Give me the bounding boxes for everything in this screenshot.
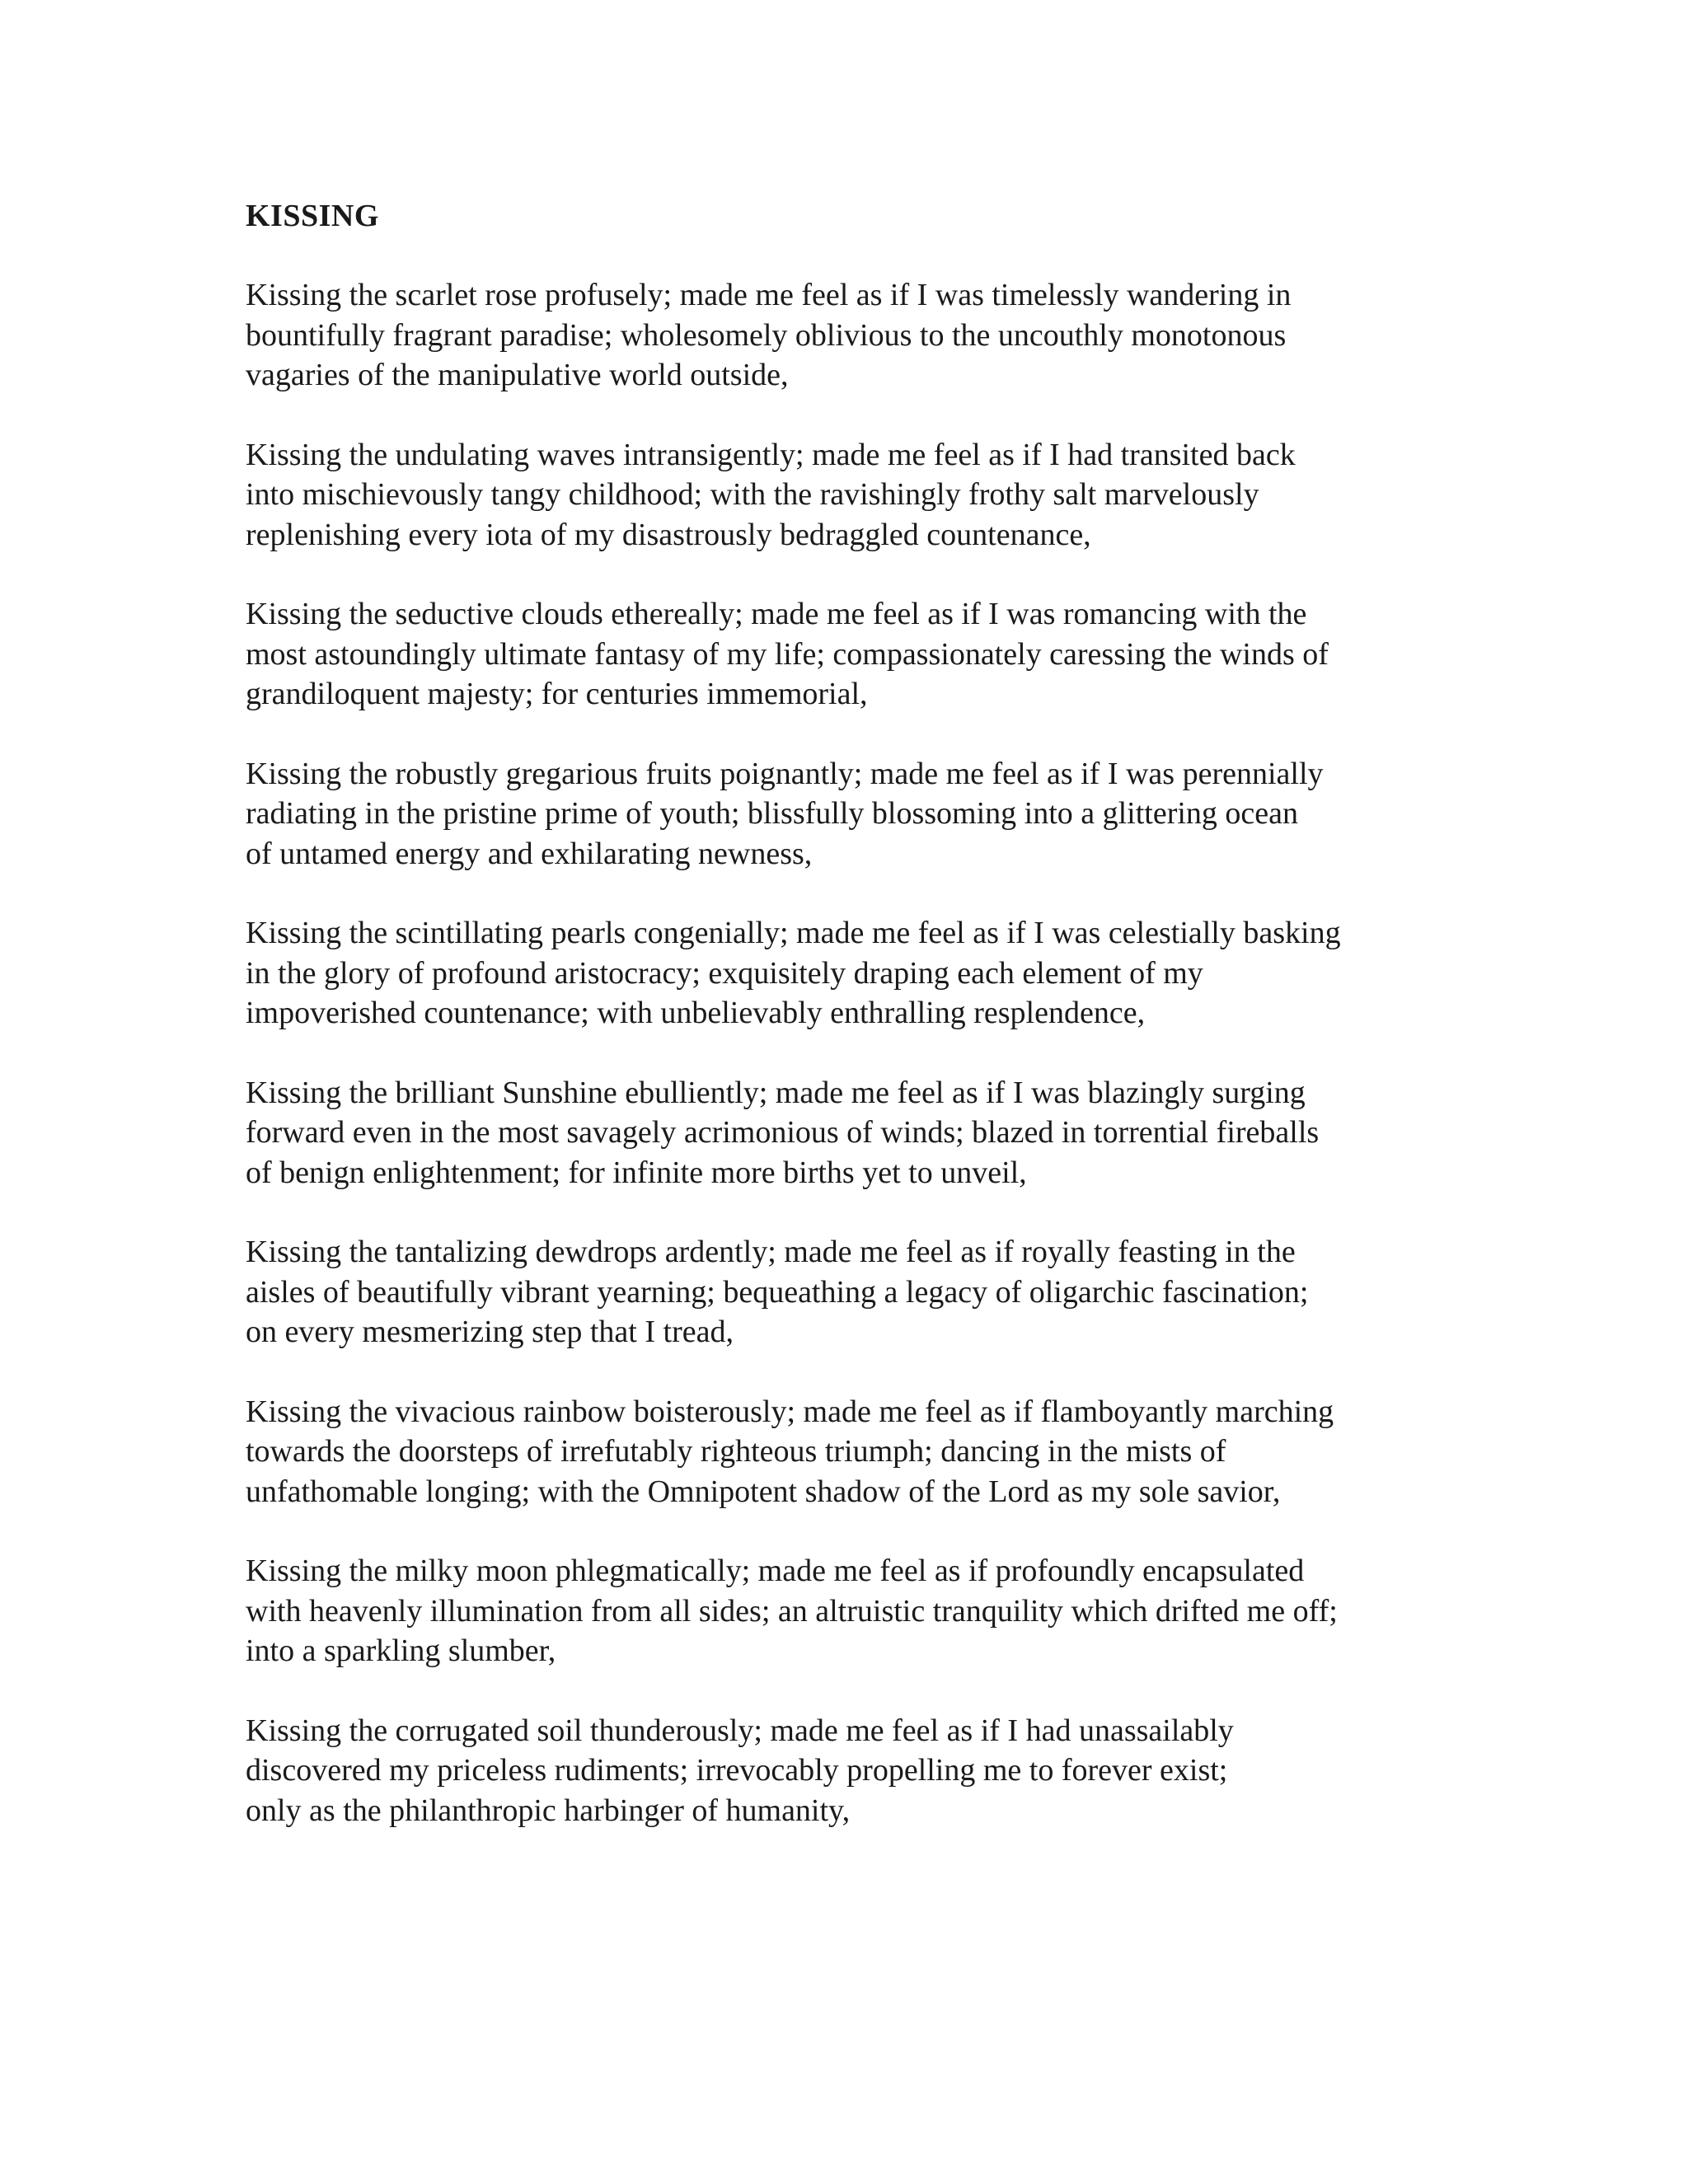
poem-line: Kissing the tantalizing dewdrops ardently; made me feel as if royally feasting in the	[246, 1235, 1296, 1269]
poem-line: Kissing the brilliant Sunshine ebulliently; made me feel as if I was blazingly surging	[246, 1075, 1306, 1110]
stanza	[246, 1551, 1465, 1671]
stanza	[246, 1073, 1465, 1193]
poem-line: Kissing the robustly gregarious fruits poignantly; made me feel as if I was perennially	[246, 756, 1324, 791]
poem-line: only as the philanthropic harbinger of humanity,	[246, 1793, 851, 1828]
poem-line: on every mesmerizing step that I tread,	[246, 1315, 734, 1349]
poem-line: Kissing the corrugated soil thunderously; made me feel as if I had unassailably	[246, 1713, 1234, 1748]
stanza	[246, 913, 1465, 1033]
poem-line: replenishing every iota of my disastrously bedraggled countenance,	[246, 517, 1091, 552]
stanza	[246, 594, 1465, 715]
poem-line: Kissing the seductive clouds ethereally; made me feel as if I was romancing with the	[246, 597, 1307, 631]
stanza	[246, 1392, 1465, 1512]
poem-line: unfathomable longing; with the Omnipotent shadow of the Lord as my sole savior,	[246, 1474, 1281, 1509]
poem-line: Kissing the undulating waves intransigently; made me feel as if I had transited back	[246, 437, 1296, 472]
poem-line: Kissing the vivacious rainbow boisterously; made me feel as if flamboyantly marching	[246, 1394, 1334, 1429]
stanza	[246, 275, 1465, 396]
poem-line: of benign enlightenment; for infinite more births yet to unveil,	[246, 1155, 1027, 1190]
poem-line: Kissing the scarlet rose profusely; made me feel as if I was timelessly wandering in	[246, 278, 1292, 312]
poem-line: discovered my priceless rudiments; irrevocably propelling me to forever exist;	[246, 1753, 1228, 1788]
poem-line: in the glory of profound aristocracy; exquisitely draping each element of my	[246, 955, 1203, 991]
stanza	[246, 754, 1465, 874]
poem-line: bountifully fragrant paradise; wholesomely oblivious to the uncouthly monotonous	[246, 317, 1287, 353]
poem-line: of untamed energy and exhilarating newness,	[246, 836, 813, 871]
poem-line: impoverished countenance; with unbelievably enthralling resplendence,	[246, 996, 1146, 1030]
poem-line: into a sparkling slumber,	[246, 1633, 556, 1668]
stanza	[246, 1232, 1465, 1352]
poem-line: into mischievously tangy childhood; with the ravishingly frothy salt marvelously	[246, 477, 1259, 512]
stanza	[246, 1711, 1465, 1831]
poem-line: forward even in the most savagely acrimonious of winds; blazed in torrential fireballs	[246, 1115, 1320, 1150]
poem-title: KISSING	[246, 199, 379, 233]
poem-line: radiating in the pristine prime of youth; blissfully blossoming into a glittering ocean	[246, 796, 1299, 831]
poem-line: Kissing the milky moon phlegmatically; made me feel as if profoundly encapsulated	[246, 1554, 1305, 1588]
poem-line: most astoundingly ultimate fantasy of my life; compassionately caressing the winds of	[246, 636, 1329, 672]
poem-line: vagaries of the manipulative world outside,	[246, 358, 789, 392]
stanza	[246, 435, 1465, 555]
poem-line: with heavenly illumination from all sides; an altruistic tranquility which drifted me off;	[246, 1593, 1338, 1629]
poem-line: Kissing the scintillating pearls congenially; made me feel as if I was celestially basking	[246, 916, 1341, 950]
poem-line: aisles of beautifully vibrant yearning; bequeathing a legacy of oligarchic fascination;	[246, 1274, 1309, 1310]
poem-line: towards the doorsteps of irrefutably righteous triumph; dancing in the mists of	[246, 1434, 1226, 1469]
poem-line: grandiloquent majesty; for centuries immemorial,	[246, 677, 868, 711]
poem-body	[246, 196, 1465, 1870]
